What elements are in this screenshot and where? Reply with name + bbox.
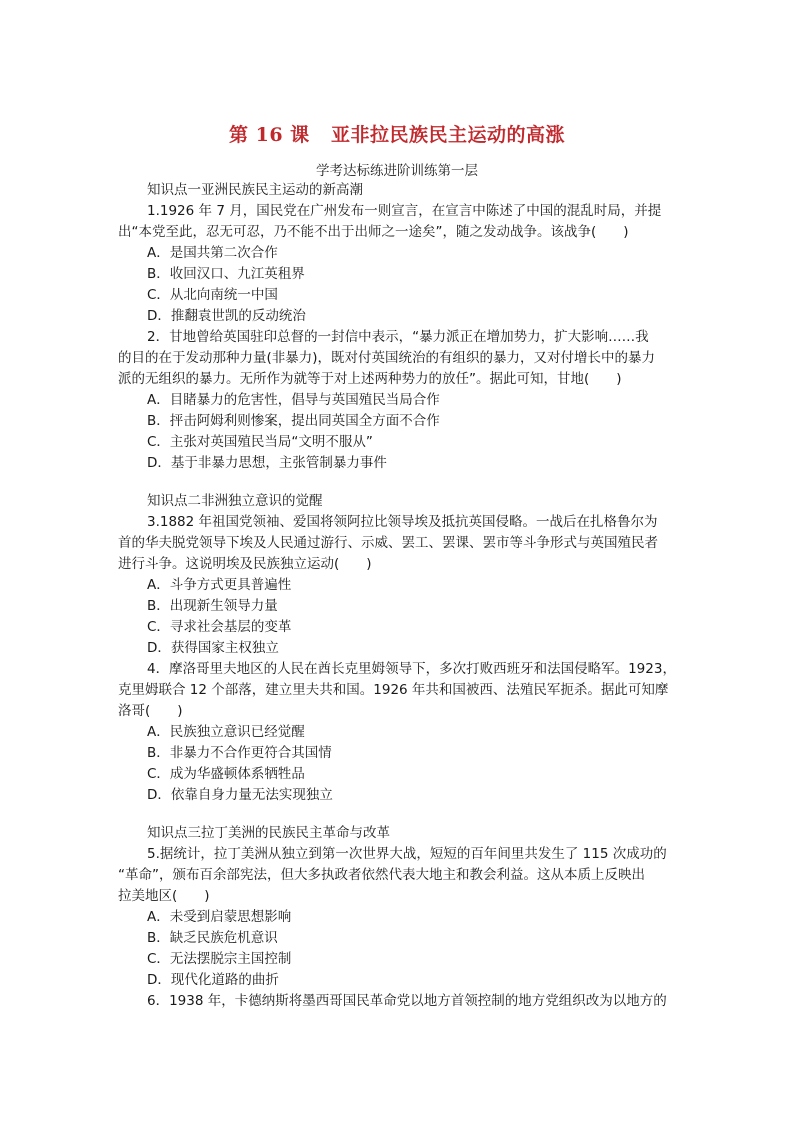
section-heading: 知识点二非洲独立意识的觉醒 [147, 493, 323, 509]
question-2-stem-line: 的目的在于发动那种力量(非暴力)，既对付英国统治的有组织的暴力，又对付增长中的暴力 [118, 350, 656, 366]
question-5-stem-line: 5.据统计，拉丁美洲从独立到第一次世界大战，短短的百年间里共发生了 115 次成功的 [147, 846, 667, 862]
question-3-option-c: C．寻求社会基层的变革 [147, 619, 292, 635]
question-1-stem-line: 1.1926 年 7 月，国民党在广州发布一则宣言，在宣言中陈述了中国的混乱时局，并提 [147, 203, 662, 219]
question-3-option-b: B．出现新生领导力量 [147, 598, 278, 614]
question-4-stem-line: 4．摩洛哥里夫地区的人民在酋长克里姆领导下，多次打败西班牙和法国侵略军。1923， [147, 661, 676, 677]
question-4-option-a: A．民族独立意识已经觉醒 [147, 724, 305, 740]
question-5-option-c: C．无法摆脱宗主国控制 [147, 951, 292, 967]
question-1-stem-line: 出“本党至此，忍无可忍，乃不能不出于出师之一途矣”，随之发动战争。该战争( ) [118, 224, 629, 240]
section-heading: 知识点三拉丁美洲的民族民主革命与改革 [147, 825, 390, 841]
question-1-option-b: B．收回汉口、九江英租界 [147, 266, 305, 282]
question-5-option-a: A．未受到启蒙思想影响 [147, 909, 292, 925]
question-4-option-d: D．依靠自身力量无法实现独立 [147, 787, 333, 803]
question-1-option-c: C．从北向南统一中国 [147, 287, 278, 303]
question-5-stem-line: “革命”，颁布百余部宪法，但大多执政者依然代表大地主和教会利益。这从本质上反映出 [118, 867, 645, 883]
section-heading: 知识点一亚洲民族民主运动的新高潮 [147, 182, 363, 198]
question-3-stem-line: 进行斗争。这说明埃及民族独立运动( ) [118, 556, 372, 572]
question-2-option-b: B．抨击阿姆利则惨案，提出同英国全方面不合作 [147, 413, 440, 429]
question-4-stem-line: 洛哥( ) [118, 703, 183, 719]
lesson-title: 第 16 课 亚非拉民族民主运动的高涨 [228, 124, 565, 146]
question-4-stem-line: 克里姆联合 12 个部落，建立里夫共和国。1926 年共和国被西、法殖民军扼杀。据此可知摩 [118, 682, 669, 698]
question-2-stem-line: 2．甘地曾给英国驻印总督的一封信中表示，“暴力派正在增加势力，扩大影响……我 [147, 329, 649, 345]
question-5-option-b: B．缺乏民族危机意识 [147, 930, 278, 946]
question-4-option-b: B．非暴力不合作更符合其国情 [147, 745, 332, 761]
question-1-option-d: D．推翻袁世凯的反动统治 [147, 308, 306, 324]
question-3-stem-line: 首的华夫脱党领导下埃及人民通过游行、示威、罢工、罢课、罢市等斗争形式与英国殖民者 [118, 535, 658, 551]
question-5-stem-line: 拉美地区( ) [118, 888, 210, 904]
question-6-stem-line: 6．1938 年，卡德纳斯将墨西哥国民革命党以地方首领控制的地方党组织改为以地方的 [147, 993, 667, 1009]
question-3-option-a: A．斗争方式更具普遍性 [147, 577, 292, 593]
question-2-option-d: D．基于非暴力思想，主张管制暴力事件 [147, 455, 387, 471]
question-2-stem-line: 派的无组织的暴力。无所作为就等于对上述两种势力的放任”。据此可知，甘地( ) [118, 371, 622, 387]
question-2-option-c: C．主张对英国殖民当局“文明不服从” [147, 434, 373, 450]
lesson-subtitle: 学考达标练进阶训练第一层 [316, 163, 478, 179]
question-5-option-d: D．现代化道路的曲折 [147, 972, 279, 988]
question-3-stem-line: 3.1882 年祖国党领袖、爱国将领阿拉比领导埃及抵抗英国侵略。一战后在扎格鲁尔为 [147, 514, 658, 530]
question-3-option-d: D．获得国家主权独立 [147, 640, 279, 656]
question-1-option-a: A．是国共第二次合作 [147, 245, 278, 261]
question-2-option-a: A．目睹暴力的危害性，倡导与英国殖民当局合作 [147, 392, 440, 408]
question-4-option-c: C．成为华盛顿体系牺牲品 [147, 766, 305, 782]
